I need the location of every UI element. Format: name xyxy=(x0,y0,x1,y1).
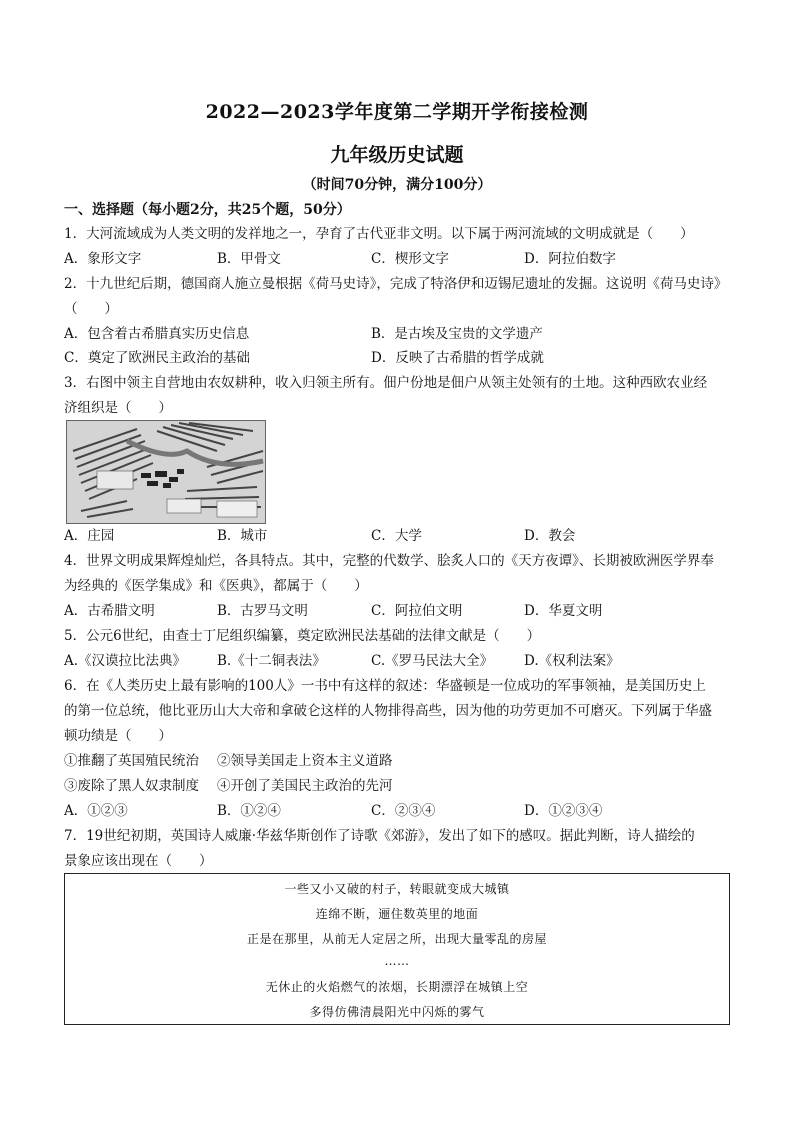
q6-option-b: B．①②④ xyxy=(217,803,281,819)
q1-option-b: B．甲骨文 xyxy=(217,251,281,267)
manor-map-image xyxy=(66,420,266,524)
q3-option-d: D．教会 xyxy=(524,528,576,544)
q6-item-2: ②领导美国走上资本主义道路 xyxy=(217,753,393,769)
q5-option-c: C.《罗马民法大全》 xyxy=(371,653,494,669)
q3-option-c: C．大学 xyxy=(371,528,422,544)
q4-option-a: A．古希腊文明 xyxy=(64,603,155,619)
q1-stem: 1．大河流域成为人类文明的发祥地之一，孕育了古代亚非文明。以下属于两河流域的文明成就是（ ） xyxy=(64,226,694,242)
q3-stem-line1: 3．右图中领主自营地由农奴耕种，收入归领主所有。佃户份地是佃户从领主处领有的土地。这种西欧农业经 xyxy=(64,375,708,391)
exam-info: （时间70分钟，满分100分） xyxy=(302,177,492,193)
q5-option-d: D.《权利法案》 xyxy=(524,653,620,669)
q2-option-c: C．奠定了欧洲民主政治的基础 xyxy=(64,350,250,366)
q5-stem: 5．公元6世纪，由查士丁尼组织编纂，奠定欧洲民法基础的法律文献是（ ） xyxy=(64,628,541,644)
poem-box xyxy=(64,873,730,1025)
q6-option-a: A．①②③ xyxy=(64,803,128,819)
q6-item-1: ①推翻了英国殖民统治 xyxy=(64,753,199,769)
q3-option-b: B．城市 xyxy=(217,528,268,544)
poem-line-6: 多得仿佛清晨阳光中闪烁的雾气 xyxy=(309,1005,485,1019)
q7-stem-line2: 景象应该出现在（ ） xyxy=(64,853,213,869)
exam-title: 2022—2023学年度第二学期开学衔接检测 xyxy=(205,101,589,123)
q7-stem-line1: 7．19世纪初期，英国诗人威廉·华兹华斯创作了诗歌《郊游》，发出了如下的感叹。据此判断，诗人描绘的 xyxy=(64,828,695,844)
exam-subtitle: 九年级历史试题 xyxy=(330,144,464,166)
q4-option-d: D．华夏文明 xyxy=(524,603,603,619)
q6-item-4: ④开创了美国民主政治的先河 xyxy=(217,778,393,794)
q2-stem-line2: （ ） xyxy=(64,301,118,317)
q1-option-d: D．阿拉伯数字 xyxy=(524,251,616,267)
q2-stem-line1: 2．十九世纪后期，德国商人施立曼根据《荷马史诗》，完成了特洛伊和迈锡尼遗址的发掘。这说明《荷马史诗》 xyxy=(64,276,728,292)
q1-option-a: A．象形文字 xyxy=(64,251,142,267)
poem-line-1: 一些又小又破的村子，转眼就变成大城镇 xyxy=(284,882,510,896)
q1-option-c: C．楔形文字 xyxy=(371,251,449,267)
q6-stem-line3: 顿功绩是（ ） xyxy=(64,728,172,744)
q4-option-c: C．阿拉伯文明 xyxy=(371,603,463,619)
q5-option-b: B.《十二铜表法》 xyxy=(217,653,326,669)
q2-option-b: B．是古埃及宝贵的文学遗产 xyxy=(371,326,543,342)
q3-option-a: A．庄园 xyxy=(64,528,115,544)
poem-line-2: 连绵不断，逦住数英里的地面 xyxy=(315,907,479,921)
q6-stem-line2: 的第一位总统，他比亚历山大大帝和拿破仑这样的人物排得高些，因为他的功劳更加不可磨灭。下列属于华盛 xyxy=(64,703,712,719)
q3-stem-line2: 济组织是（ ） xyxy=(64,400,172,416)
q5-option-a: A.《汉谟拉比法典》 xyxy=(64,653,187,669)
q4-option-b: B．古罗马文明 xyxy=(217,603,308,619)
poem-line-4: …… xyxy=(384,954,410,968)
q2-option-d: D．反映了古希腊的哲学成就 xyxy=(371,350,544,366)
poem-line-5: 无休止的火焰燃气的浓烟，长期漂浮在城镇上空 xyxy=(265,980,529,994)
q4-stem-line2: 为经典的《医学集成》和《医典》，都属于（ ） xyxy=(64,578,368,594)
manor-map-illustration xyxy=(67,421,265,523)
q4-stem-line1: 4．世界文明成果辉煌灿烂，各具特点。其中，完整的代数学、脍炙人口的《天方夜谭》、长期被欧洲医学界奉 xyxy=(64,553,714,569)
q6-item-3: ③废除了黑人奴隶制度 xyxy=(64,778,199,794)
q6-option-d: D．①②③④ xyxy=(524,803,603,819)
q2-option-a: A．包含着古希腊真实历史信息 xyxy=(64,326,250,342)
q6-stem-line1: 6．在《人类历史上最有影响的100人》一书中有这样的叙述：华盛顿是一位成功的军事领袖，是美国历史上 xyxy=(64,678,706,694)
poem-line-3: 正是在那里，从前无人定居之所，出现大量零乱的房屋 xyxy=(246,932,547,946)
q6-option-c: C．②③④ xyxy=(371,803,436,819)
section-heading: 一、选择题（每小题2分，共25个题，50分） xyxy=(64,202,351,218)
